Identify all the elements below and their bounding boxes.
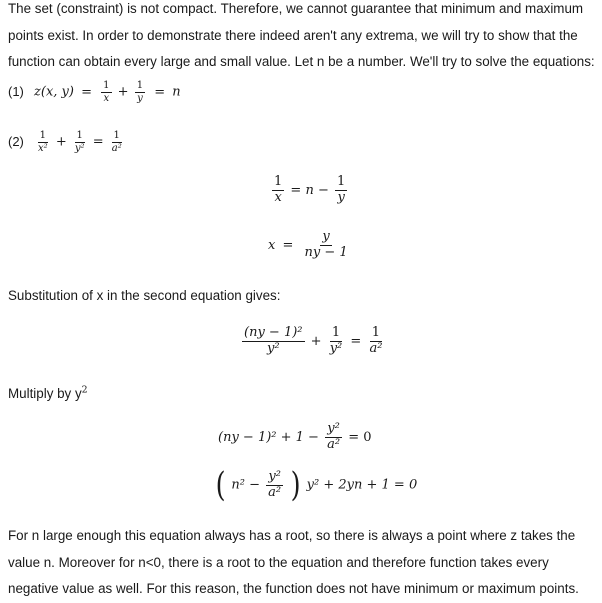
- denominator: a²: [327, 436, 341, 452]
- denominator: y²: [74, 142, 85, 154]
- numerator: 1: [136, 80, 144, 91]
- denominator: y: [137, 92, 143, 104]
- numerator: 1: [76, 130, 83, 141]
- fraction-1-over-y: [135, 80, 145, 104]
- fraction-y-over-ny-minus-1: [303, 230, 350, 261]
- fraction-ny-minus-1-squared-over-y-squared: [242, 326, 305, 357]
- equals-sign: =: [290, 182, 302, 198]
- equation-1-lhs: z(x, y): [34, 84, 74, 100]
- fraction-1-over-y: [335, 175, 347, 206]
- denominator: a²: [111, 142, 122, 154]
- equation-7: [214, 465, 418, 505]
- equation-1-label: (1): [8, 83, 24, 99]
- denominator: y: [337, 189, 345, 205]
- equation-2-label: (2): [8, 133, 24, 149]
- numerator: 1: [331, 325, 341, 340]
- fraction-y-squared-over-a-squared: [266, 470, 283, 501]
- conclusion-line-2: value n. Moreover for n<0, there is a root to the equation and therefore function takes every: [8, 554, 549, 570]
- denominator: a²: [268, 484, 282, 500]
- substitution-text: Substitution of x in the second equation gives:: [8, 288, 281, 303]
- multiply-label: Multiply by y: [8, 386, 82, 401]
- denominator: x: [103, 92, 110, 104]
- exponent: 2: [81, 384, 88, 396]
- denominator: a²: [369, 340, 383, 356]
- multiply-text: [8, 386, 88, 401]
- numerator: 1: [337, 174, 346, 189]
- plus-sign: +: [310, 333, 322, 349]
- denominator: x: [274, 189, 282, 205]
- equation-1-rhs: n: [172, 84, 181, 100]
- equation-3: [270, 175, 349, 206]
- fraction-1-over-a-squared: [110, 130, 124, 154]
- numerator: 1: [371, 325, 381, 340]
- denominator: ny − 1: [304, 244, 348, 260]
- right-parenthesis: ): [290, 465, 301, 505]
- x-variable: x: [268, 237, 276, 253]
- conclusion-paragraph: [8, 523, 596, 603]
- numerator: (ny − 1)²: [244, 325, 303, 340]
- fraction-1-over-x-squared: [36, 130, 50, 154]
- fraction-1-over-y-squared: [73, 130, 87, 154]
- equals-sign: =: [92, 134, 104, 150]
- denominator: y²: [266, 340, 280, 356]
- fraction-y-squared-over-a-squared: [325, 422, 342, 453]
- equals-sign: =: [81, 84, 93, 100]
- fraction-1-over-y-squared: [328, 326, 345, 357]
- n-squared-minus: n² −: [231, 477, 261, 493]
- fraction-1-over-a-squared: [367, 326, 384, 357]
- intro-line-1: The set (constraint) is not compact. Therefore, we cannot guarantee that minimum and maximum: [8, 1, 584, 16]
- equation-5: [240, 326, 386, 357]
- equals-sign: =: [350, 333, 362, 349]
- denominator: x²: [38, 142, 48, 154]
- equation-6-lhs: (ny − 1)² + 1 −: [218, 429, 319, 445]
- intro-line-3: function can obtain every large and small value. Let n be a number. We'll try to solve the equations:: [8, 54, 595, 69]
- numerator: y: [322, 229, 330, 244]
- intro-line-2: points exist. In order to demonstrate there indeed aren't any extrema, we will try to show that the: [8, 27, 578, 43]
- left-parenthesis: (: [215, 465, 226, 505]
- equation-7-rest: y² + 2yn + 1 = 0: [306, 477, 418, 493]
- numerator: 1: [39, 130, 47, 141]
- equation-6-rhs: = 0: [348, 429, 372, 445]
- equation-1: (1) z(x, y) = $\frac{1}{x}$ + $\frac{1}{y}$ = n: [8, 80, 181, 104]
- fraction-1-over-x: [101, 80, 111, 104]
- equation-2: [8, 130, 126, 154]
- plus-sign: +: [117, 84, 129, 100]
- fraction-1-over-x: [272, 175, 284, 206]
- plus-sign: +: [55, 134, 67, 150]
- conclusion-line-1: For n large enough this equation always has a root, so there is always a point where z takes the: [8, 528, 576, 543]
- numerator: y²: [268, 468, 281, 484]
- equation-6: [218, 422, 372, 453]
- denominator: y²: [329, 340, 343, 356]
- equation-4: [268, 230, 352, 261]
- conclusion-line-3: negative value as well. For this reason, the function does not have minimum or maximum points.: [8, 581, 579, 596]
- numerator: 1: [103, 80, 110, 91]
- equals-sign: =: [282, 237, 294, 253]
- numerator: 1: [113, 130, 120, 141]
- numerator: 1: [274, 174, 283, 189]
- numerator: y²: [327, 421, 340, 436]
- n-minus: n −: [305, 182, 329, 198]
- intro-paragraph: [8, 0, 596, 76]
